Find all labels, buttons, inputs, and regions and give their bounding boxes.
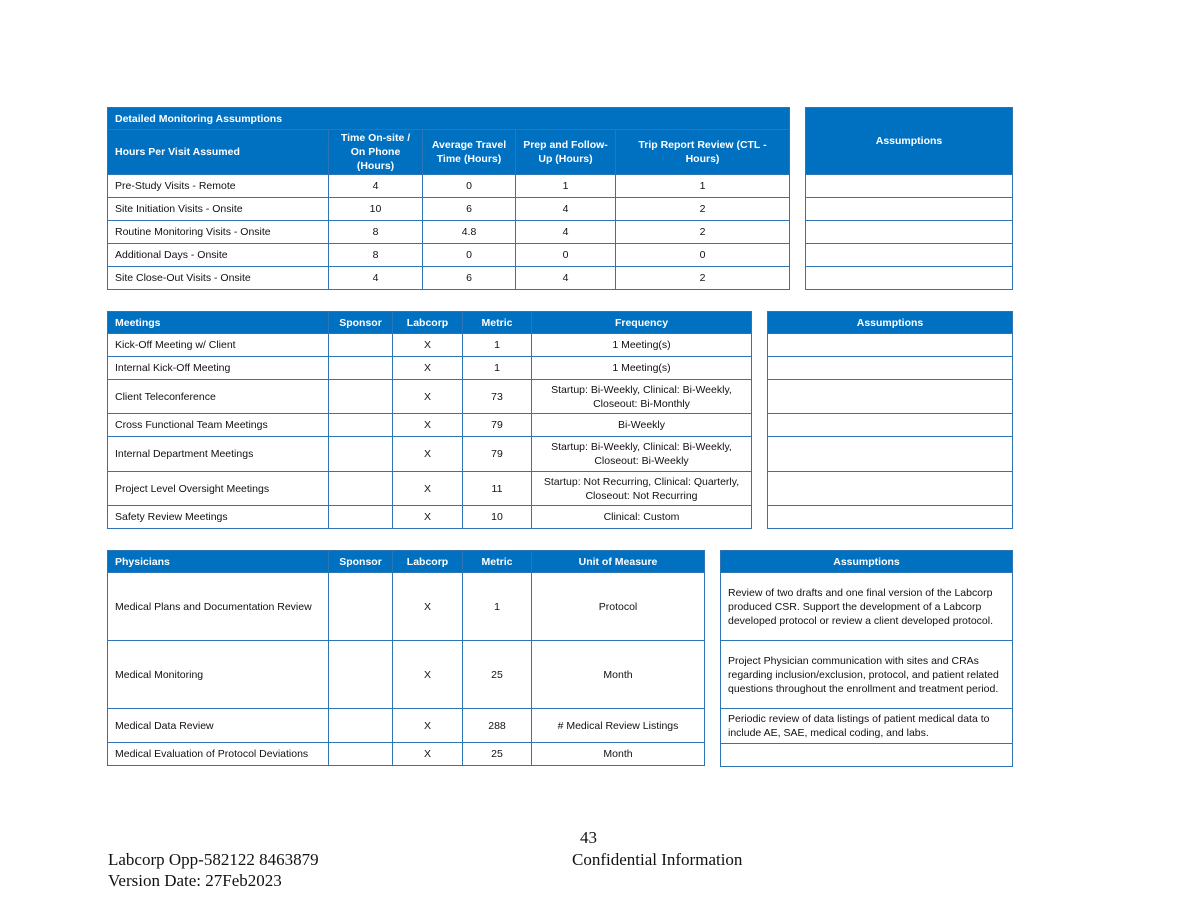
row-label: Additional Days - Onsite [108, 244, 329, 267]
table-row [108, 573, 705, 641]
column-header: Unit of Measure [532, 551, 705, 573]
table-cell: X [393, 709, 463, 743]
table-row [108, 437, 752, 472]
assumption-cell: Project Physician communication with sites and CRAs regarding inclusion/exclusion, protocol, and patient related questions throughout the enrollment and treatment period. [721, 641, 1013, 709]
table-row [108, 641, 705, 709]
assumption-row [721, 709, 1013, 744]
table-cell: 4 [329, 175, 423, 198]
table-cell: 1 Meeting(s) [532, 334, 752, 357]
column-header: Metric [463, 551, 532, 573]
table-cell [329, 380, 393, 414]
assumption-row [806, 175, 1013, 198]
assumption-cell [768, 437, 1013, 472]
meetings-table [107, 311, 752, 529]
table-cell: 1 [516, 175, 616, 198]
table-cell [329, 357, 393, 380]
table-cell: X [393, 743, 463, 766]
row-label: Client Teleconference [108, 380, 329, 414]
assumption-cell: Review of two drafts and one final version of the Labcorp produced CSR. Support the development of a Labcorp developed protocol or review a client developed protocol. [721, 573, 1013, 641]
column-header: Time On-site / On Phone (Hours) [329, 130, 423, 175]
row-label: Project Level Oversight Meetings [108, 472, 329, 506]
table-cell [329, 334, 393, 357]
table-cell: X [393, 472, 463, 506]
table-cell: X [393, 437, 463, 472]
version-date: Version Date: 27Feb2023 [108, 871, 282, 890]
table-cell: Clinical: Custom [532, 506, 752, 529]
table-cell: 4 [329, 267, 423, 290]
column-header: Physicians [108, 551, 329, 573]
row-label: Internal Kick-Off Meeting [108, 357, 329, 380]
table-cell: 2 [616, 198, 790, 221]
assumption-cell [768, 357, 1013, 380]
assumption-cell [806, 198, 1013, 221]
table-cell: 2 [616, 267, 790, 290]
table-cell: 10 [463, 506, 532, 529]
table-row [108, 221, 790, 244]
table-cell: 4 [516, 198, 616, 221]
table-cell: 1 [463, 334, 532, 357]
row-label: Medical Data Review [108, 709, 329, 743]
table-cell: 6 [423, 198, 516, 221]
assumption-row [806, 267, 1013, 290]
table-cell: 1 [463, 357, 532, 380]
assumption-row [768, 437, 1013, 472]
row-label: Cross Functional Team Meetings [108, 414, 329, 437]
table-cell: 6 [423, 267, 516, 290]
table-cell: 4 [516, 221, 616, 244]
table-cell [329, 506, 393, 529]
meetings-assumptions-table [767, 311, 1013, 529]
table-cell: # Medical Review Listings [532, 709, 705, 743]
column-header: Trip Report Review (CTL - Hours) [616, 130, 790, 175]
column-header: Metric [463, 312, 532, 334]
assumption-cell [768, 334, 1013, 357]
row-label: Medical Monitoring [108, 641, 329, 709]
table-cell: X [393, 573, 463, 641]
row-label: Site Initiation Visits - Onsite [108, 198, 329, 221]
assumption-row [768, 506, 1013, 529]
table-row [108, 414, 752, 437]
table-cell [329, 573, 393, 641]
row-label: Routine Monitoring Visits - Onsite [108, 221, 329, 244]
assumption-cell [806, 221, 1013, 244]
table-cell [329, 414, 393, 437]
table-cell: X [393, 506, 463, 529]
table-cell [329, 472, 393, 506]
assumption-cell [721, 744, 1013, 767]
table-row [108, 244, 790, 267]
table-cell: 0 [516, 244, 616, 267]
column-header: Labcorp [393, 312, 463, 334]
table-row [108, 198, 790, 221]
table-cell: 0 [616, 244, 790, 267]
table-row [108, 357, 752, 380]
assumption-row [768, 414, 1013, 437]
table-cell: 25 [463, 743, 532, 766]
row-label: Pre-Study Visits - Remote [108, 175, 329, 198]
table-cell: 1 [463, 573, 532, 641]
assumption-row [768, 472, 1013, 506]
table-row [108, 380, 752, 414]
table-cell: 79 [463, 437, 532, 472]
assumption-row [768, 357, 1013, 380]
table-cell: 4 [516, 267, 616, 290]
table-cell: 4.8 [423, 221, 516, 244]
table-cell: 2 [616, 221, 790, 244]
table-cell: X [393, 641, 463, 709]
monitoring-table [107, 107, 790, 290]
row-label: Internal Department Meetings [108, 437, 329, 472]
row-label: Site Close-Out Visits - Onsite [108, 267, 329, 290]
table-cell [329, 437, 393, 472]
table-cell: Protocol [532, 573, 705, 641]
table-cell: Bi-Weekly [532, 414, 752, 437]
table-cell: 0 [423, 175, 516, 198]
physicians-table [107, 550, 705, 766]
assumption-row [768, 380, 1013, 414]
table-row [108, 267, 790, 290]
table-row [108, 472, 752, 506]
row-label: Kick-Off Meeting w/ Client [108, 334, 329, 357]
table-cell: Startup: Not Recurring, Clinical: Quarterly, Closeout: Not Recurring [532, 472, 752, 506]
table-row [108, 709, 705, 743]
table-cell: X [393, 334, 463, 357]
column-header: Average Travel Time (Hours) [423, 130, 516, 175]
assumption-row [806, 198, 1013, 221]
assumption-cell [768, 472, 1013, 506]
assumption-row [768, 334, 1013, 357]
table-cell: Month [532, 743, 705, 766]
page-number: 43 [580, 828, 597, 847]
table-row [108, 743, 705, 766]
table-cell: 79 [463, 414, 532, 437]
table-cell [329, 709, 393, 743]
column-header: Labcorp [393, 551, 463, 573]
column-header: Prep and Follow-Up (Hours) [516, 130, 616, 175]
table-row [108, 506, 752, 529]
row-label: Medical Evaluation of Protocol Deviations [108, 743, 329, 766]
table-cell: X [393, 414, 463, 437]
row-label: Medical Plans and Documentation Review [108, 573, 329, 641]
assumptions-header: Assumptions [721, 551, 1013, 573]
assumption-cell [768, 414, 1013, 437]
monitoring-assumptions-table [805, 107, 1013, 290]
table-cell: 0 [423, 244, 516, 267]
assumption-cell: Periodic review of data listings of patient medical data to include AE, SAE, medical coding, and labs. [721, 709, 1013, 744]
assumption-row [806, 221, 1013, 244]
table-row [108, 334, 752, 357]
assumption-cell [806, 175, 1013, 198]
assumptions-header: Assumptions [768, 312, 1013, 334]
assumption-row [721, 573, 1013, 641]
table-cell: 1 Meeting(s) [532, 357, 752, 380]
assumption-cell [768, 506, 1013, 529]
assumptions-header: Assumptions [806, 108, 1013, 175]
table-cell: 11 [463, 472, 532, 506]
table-cell [329, 743, 393, 766]
physicians-assumptions-table [720, 550, 1013, 767]
table-cell: 1 [616, 175, 790, 198]
table-cell: 8 [329, 221, 423, 244]
monitoring-title: Detailed Monitoring Assumptions [108, 108, 790, 130]
table-cell: 25 [463, 641, 532, 709]
assumption-cell [806, 244, 1013, 267]
column-header: Hours Per Visit Assumed [108, 130, 329, 175]
table-cell: 73 [463, 380, 532, 414]
assumption-cell [768, 380, 1013, 414]
column-header: Frequency [532, 312, 752, 334]
assumption-row [721, 744, 1013, 767]
table-cell: 8 [329, 244, 423, 267]
column-header: Sponsor [329, 551, 393, 573]
column-header: Meetings [108, 312, 329, 334]
table-cell: Startup: Bi-Weekly, Clinical: Bi-Weekly, Closeout: Bi-Monthly [532, 380, 752, 414]
assumption-row [721, 641, 1013, 709]
assumption-cell [806, 267, 1013, 290]
table-cell: X [393, 380, 463, 414]
table-cell: Month [532, 641, 705, 709]
table-cell: X [393, 357, 463, 380]
assumption-row [806, 244, 1013, 267]
table-cell: 10 [329, 198, 423, 221]
table-cell: 288 [463, 709, 532, 743]
column-header: Sponsor [329, 312, 393, 334]
document-id: Labcorp Opp-582122 8463879 [108, 850, 319, 869]
row-label: Safety Review Meetings [108, 506, 329, 529]
table-cell [329, 641, 393, 709]
table-row [108, 175, 790, 198]
table-cell: Startup: Bi-Weekly, Clinical: Bi-Weekly, Closeout: Bi-Weekly [532, 437, 752, 472]
confidential-label: Confidential Information [572, 850, 743, 869]
